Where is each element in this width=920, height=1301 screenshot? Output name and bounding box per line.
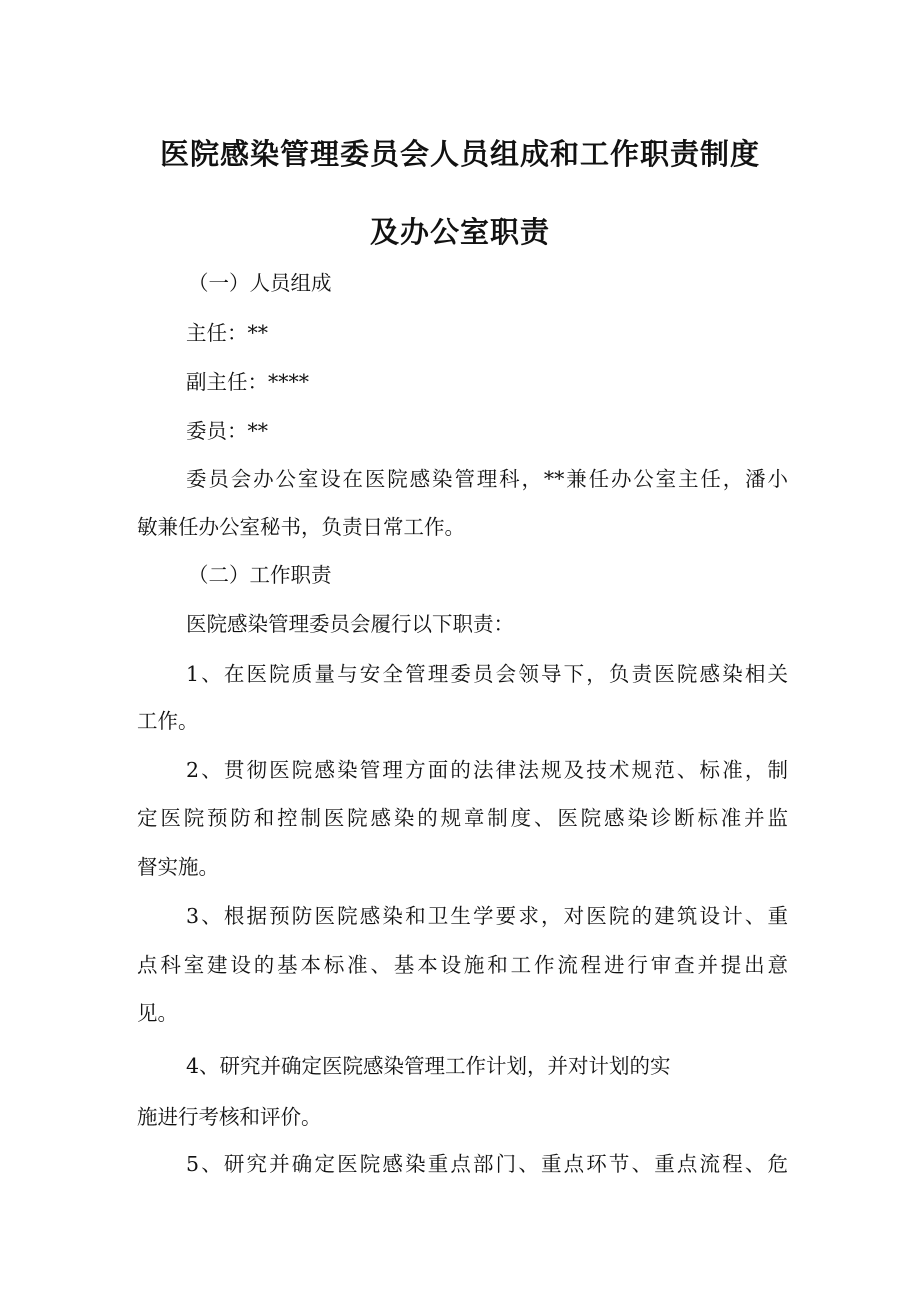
document-title-line-2: 及办公室职责 [369, 215, 550, 249]
deputy-director-line: 副主任：**** [186, 370, 309, 394]
document-title-line-1: 医院感染管理委员会人员组成和工作职责制度 [159, 137, 760, 171]
director-line: 主任：** [186, 321, 268, 345]
section-heading-composition: （一）人员组成 [188, 271, 332, 295]
duty-item-2-line-2: 定医院预防和控制医院感染的规章制度、医院感染诊断标准并监 [137, 806, 788, 830]
office-paragraph-line-2: 敏兼任办公室秘书，负责日常工作。 [137, 515, 465, 539]
duty-item-1-line-2: 工作。 [137, 709, 199, 733]
duty-item-4-line-1: 4、研究并确定医院感染管理工作计划，并对计划的实 [186, 1054, 671, 1078]
duties-intro: 医院感染管理委员会履行以下职责： [186, 612, 514, 636]
section-heading-duties: （二）工作职责 [188, 563, 332, 587]
duty-item-5-line-1: 5、研究并确定医院感染重点部门、重点环节、重点流程、危 [186, 1152, 788, 1176]
duty-item-2-line-1: 2、贯彻医院感染管理方面的法律法规及技术规范、标准，制 [186, 758, 788, 782]
duty-item-2-line-3: 督实施。 [137, 855, 219, 879]
duty-item-1-line-1: 1、在医院质量与安全管理委员会领导下，负责医院感染相关 [186, 662, 788, 686]
member-line: 委员：** [186, 419, 268, 443]
duty-item-4-line-2: 施进行考核和评价。 [137, 1105, 322, 1129]
office-paragraph-line-1: 委员会办公室设在医院感染管理科，**兼任办公室主任，潘小 [186, 467, 788, 491]
duty-item-3-line-1: 3、根据预防医院感染和卫生学要求，对医院的建筑设计、重 [186, 904, 788, 928]
duty-item-3-line-2: 点科室建设的基本标准、基本设施和工作流程进行审查并提出意 [137, 953, 788, 977]
duty-item-3-line-3: 见。 [137, 1001, 178, 1025]
